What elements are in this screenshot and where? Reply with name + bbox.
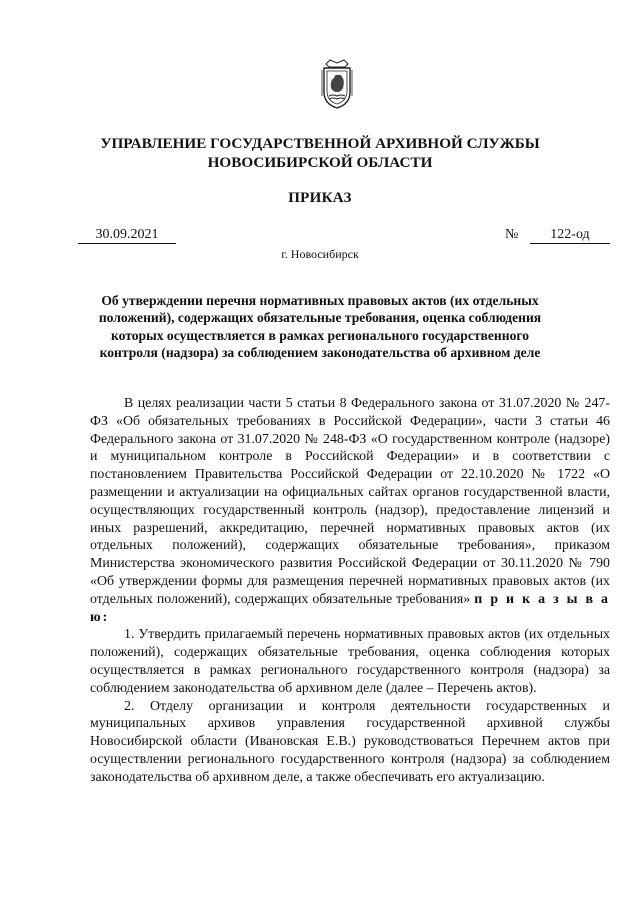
item-1-paragraph: 1. Утвердить прилагаемый перечень нормативных правовых актов (их отдельных положений), содержащих обязательные требования, оценка соблюдения которых осуществляется в рамках регионального государственного контроля (надзора) за соблюдением законодательства об архивном деле (далее – Перечень актов). bbox=[90, 627, 610, 696]
preamble-paragraph bbox=[90, 395, 610, 626]
organization-name-line1: УПРАВЛЕНИЕ ГОСУДАРСТВЕННОЙ АРХИВНОЙ СЛУЖБЫ bbox=[100, 135, 540, 152]
document-body bbox=[90, 395, 610, 787]
document-number: 122-од bbox=[530, 226, 610, 244]
city: г. Новосибирск bbox=[281, 247, 359, 261]
document-subject: Об утверждении перечня нормативных правовых актов (их отдельных положений), содержащих обязательные требования, оценка соблюдения которых осуществляется в рамках регионального государственного контроля (надзора) за соблюдением законодательства об архивном деле bbox=[98, 293, 542, 361]
item-2-paragraph: 2. Отделу организации и контроля деятельности государственных и муниципальных архивов управления государственной архивной службы Новосибирской области (Ивановская Е.В.) руководствоваться Перечнем актов при осуществлении регионального государственного контроля (надзора) за соблюдением законодательства об архивном деле, а также обеспечивать его актуализацию. bbox=[90, 698, 610, 785]
organization-name-line2: НОВОСИБИРСКОЙ ОБЛАСТИ bbox=[207, 154, 433, 171]
order-word: п р и к а з ы в а ю: bbox=[90, 591, 610, 625]
preamble-text: В целях реализации части 5 статьи 8 Федерального закона от 31.07.2020 № 247-ФЗ «Об обязательных требованиях в Российской Федерации», части 3 статьи 46 Федерального закона от 31.07.2020 № 248-ФЗ «О государственном контроле (надзоре) и муниципальном контроле в Российской Федерации» и в соответствии с постановлением Правительства Российской Федерации от 22.10.2020 № 1722 «О размещении и актуализации на официальных сайтах органов государственной власти, осуществляющих государственный контроль (надзор), предоставление лицензий и иных разрешений, аккредитацию, перечней нормативных правовых актов (их отдельных положений), содержащих обязательные требования», приказом Министерства экономического развития Российской Федерации от 30.11.2020 № 790 «Об утверждении формы для размещения перечней нормативных правовых актов (их отдельных положений), содержащих обязательные требования» bbox=[90, 396, 610, 607]
document-type: ПРИКАЗ bbox=[288, 190, 352, 206]
coat-of-arms-icon bbox=[318, 58, 356, 110]
document-date: 30.09.2021 bbox=[78, 226, 176, 244]
organization-name bbox=[0, 134, 640, 172]
number-label: № bbox=[505, 227, 519, 242]
